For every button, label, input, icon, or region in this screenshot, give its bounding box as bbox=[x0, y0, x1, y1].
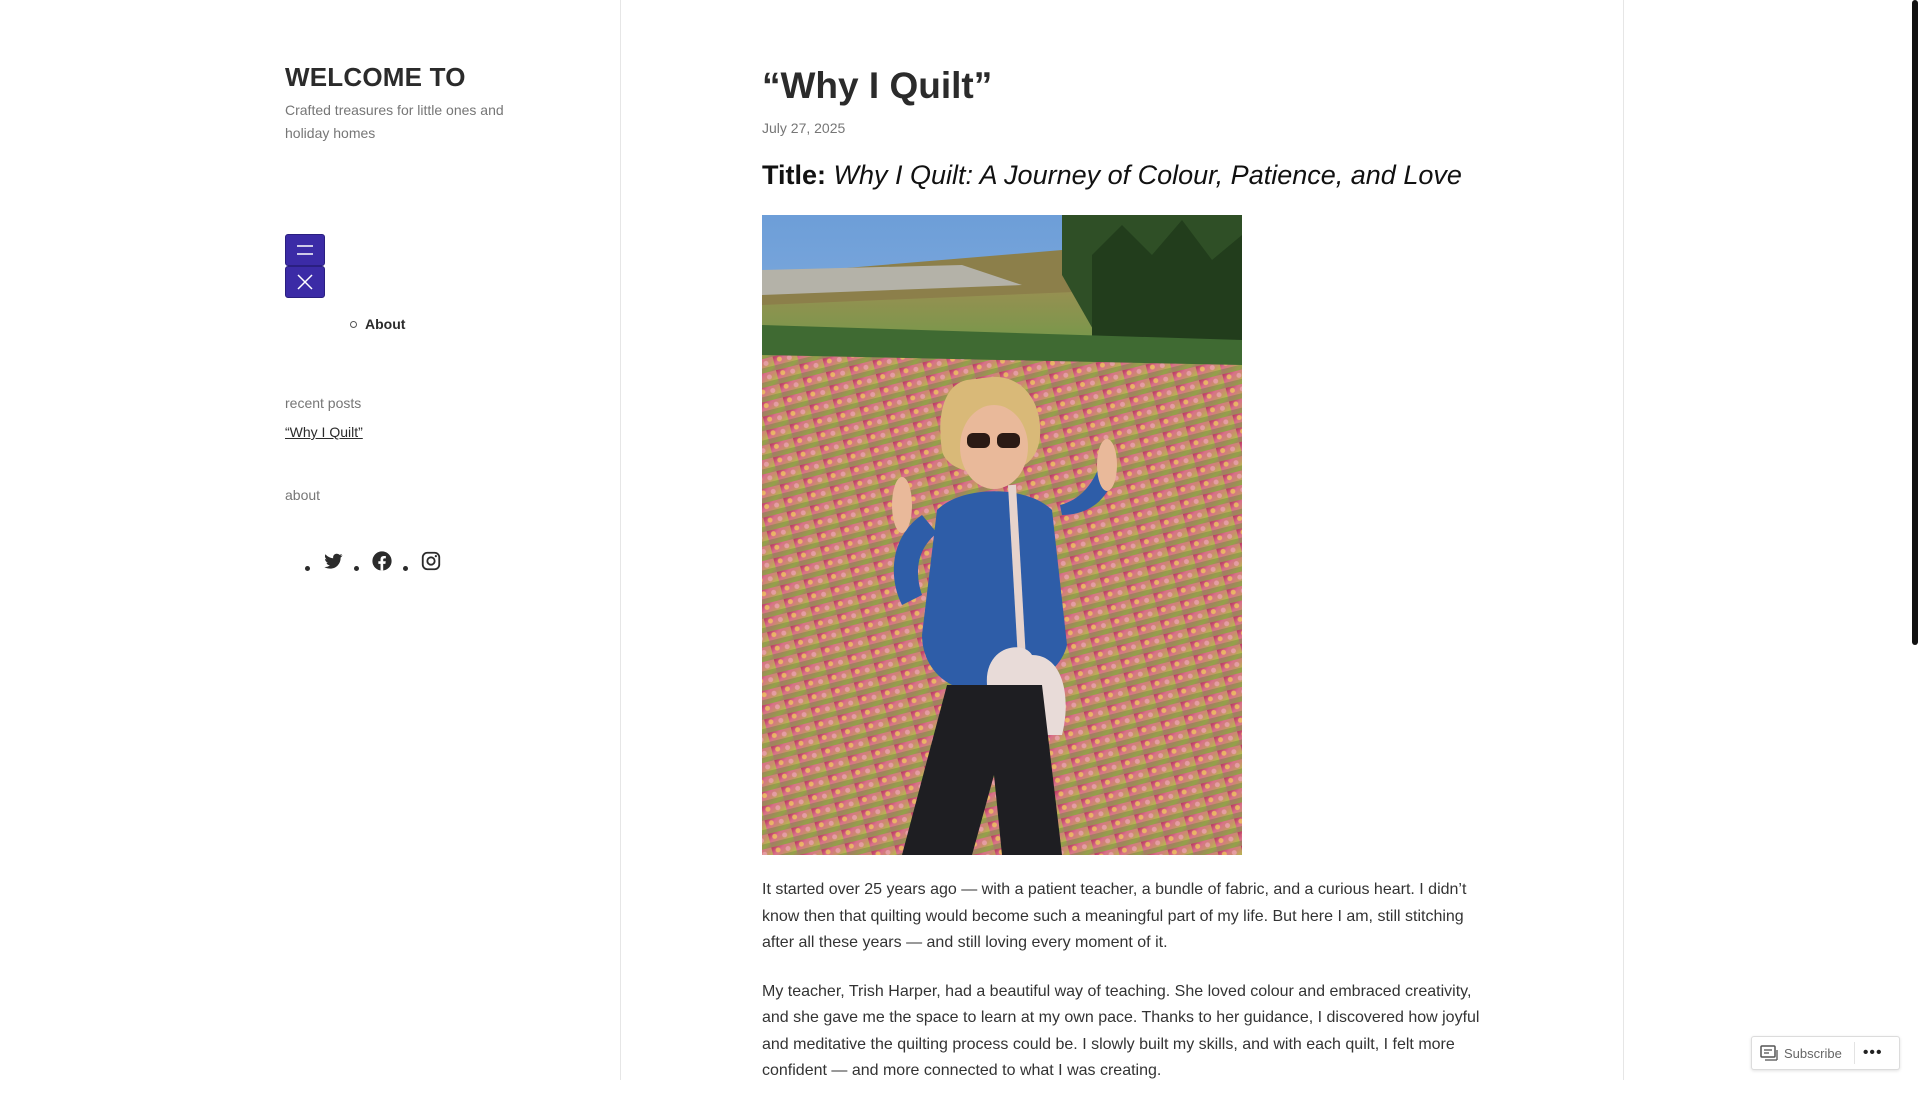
instagram-icon[interactable] bbox=[420, 550, 442, 572]
divider bbox=[1854, 1042, 1855, 1064]
twitter-icon[interactable] bbox=[322, 550, 344, 572]
post-paragraph: My teacher, Trish Harper, had a beautiful way of teaching. She loved colour and embraced creativity, and she gave me the space to learn at my own pace. Thanks to her guidance, I discovered how joyful and meditative the quilting process could be. I slowly built my skills, and with each quilt, I felt more confident — and more connected to what I was creating. bbox=[762, 982, 1480, 1079]
post-body bbox=[762, 877, 1482, 1107]
site-title[interactable]: WELCOME TO bbox=[285, 62, 466, 92]
recent-posts-title: recent posts bbox=[285, 395, 362, 411]
menu-open-button[interactable] bbox=[285, 234, 325, 266]
post-title[interactable]: “Why I Quilt” bbox=[762, 65, 993, 106]
close-icon bbox=[296, 273, 314, 291]
menu-close-button[interactable] bbox=[285, 266, 325, 298]
social-links bbox=[305, 550, 452, 572]
site-description: Crafted treasures for little ones and holiday homes bbox=[285, 102, 504, 141]
post-subtitle-label: Title: bbox=[762, 160, 827, 190]
scrollbar-thumb[interactable] bbox=[1912, 0, 1918, 645]
sidebar bbox=[0, 0, 621, 1080]
list-bullet bbox=[305, 566, 310, 571]
facebook-icon[interactable] bbox=[371, 550, 393, 572]
subscribe-reader-icon[interactable] bbox=[1760, 1045, 1778, 1061]
content-divider bbox=[1623, 0, 1624, 1080]
post-subtitle-text: Why I Quilt: A Journey of Colour, Patience, and Love bbox=[833, 160, 1462, 190]
hamburger-menu-icon bbox=[295, 244, 315, 256]
subscribe-bar bbox=[1751, 1036, 1900, 1070]
list-bullet bbox=[350, 321, 357, 328]
list-bullet bbox=[354, 566, 359, 571]
list-bullet bbox=[403, 566, 408, 571]
post-paragraph: It started over 25 years ago — with a patient teacher, a bundle of fabric, and a curious heart. I didn’t know then that quilting would become such a meaningful part of my life. But here I am, still stitching after all these years — and still loving every moment of it. bbox=[762, 881, 1467, 951]
recent-post-link[interactable]: “Why I Quilt” bbox=[285, 424, 363, 440]
about-widget-title: about bbox=[285, 487, 321, 503]
nav-submenu-item-about[interactable] bbox=[350, 316, 405, 332]
nav-submenu-label[interactable]: About bbox=[365, 316, 406, 332]
more-options-button[interactable]: ••• bbox=[1862, 1044, 1883, 1061]
post-featured-image bbox=[762, 215, 1242, 855]
subscribe-button[interactable]: Subscribe bbox=[1784, 1045, 1842, 1061]
post-date[interactable]: July 27, 2025 bbox=[762, 120, 846, 136]
post-subtitle bbox=[762, 160, 1462, 191]
